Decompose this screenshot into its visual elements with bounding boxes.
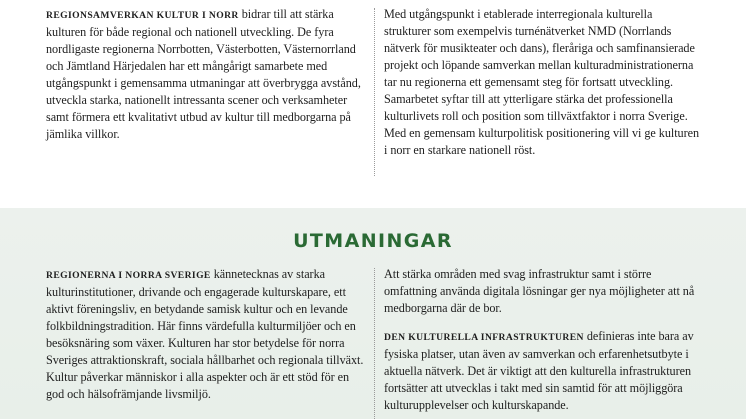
challenges-left-paragraph xyxy=(46,266,364,403)
intro-left-text: bidrar till att stärka kulturen för både regional och nationell utveckling. De fyra nordligaste regionerna Norrbotten, Västerbotten, Västernorrland och Jämtland Härjedalen har ett mångårigt samarbete med utgångspunkt i gemensamma utmaningar att överbrygga avstånd, utveckla starka, nationellt intressanta scener och verksamheter samt förmera ett kvalitativt utbud av kultur till medborgarna på jämlika villkor. xyxy=(46,7,361,141)
intro-right-paragraph: Med utgångspunkt i etablerade interregionala kulturella strukturer som exempelvis turnénätverket NMD (Norrlands nätverk för musikteater och dans), fleråriga och samfinansierade projekt och löpande samverkan mellan kulturadministrationerna tar nu regionerna ett gemensamt steg för fortsatt utveckling. Samarbetet syftar till att ytterligare stärka det professionella kulturlivets roll och position som tillväxtfaktor i norra Sverige. Med en gemensam kulturpolitisk positionering vill vi ge kulturen i norr en starkare nationell röst. xyxy=(384,7,699,157)
challenges-section xyxy=(0,208,746,419)
challenges-right-lead: DEN KULTURELLA INFRASTRUKTUREN xyxy=(384,332,584,343)
intro-column-divider xyxy=(374,8,375,176)
intro-left-column xyxy=(46,6,364,143)
challenges-left-text: kännetecknas av starka kulturinstitutioner, drivande och engagerade kulturskapare, ett aktivt föreningsliv, en betydande samisk kultur och en levande folkbildningstradition. Här finns värdefulla kulturmiljöer och en besöksnäring som växer. Kulturen har stor betydelse för norra Sveriges attraktionskraft, sociala hållbarhet och regionala tillväxt. Kultur påverkar människor i alla aspekter och är ett stöd för en god och hälsofrämjande livsmiljö. xyxy=(46,267,364,401)
intro-section xyxy=(0,0,746,208)
challenges-left-lead: REGIONERNA I NORRA SVERIGE xyxy=(46,270,211,281)
challenges-right-column xyxy=(384,266,702,414)
challenges-right-paragraph-1: Att stärka områden med svag infrastruktur samt i större omfattning använda digitala lösningar ger nya möjligheter att nå medborgarna där de bor. xyxy=(384,267,695,315)
intro-left-paragraph xyxy=(46,6,364,143)
challenges-left-column xyxy=(46,266,364,403)
challenges-right-paragraph-2 xyxy=(384,328,702,414)
intro-right-column xyxy=(384,6,702,159)
challenges-right-text: definieras inte bara av fysiska platser, utan även av samverkan och erfarenhetsutbyte i aktuella nätverk. Det är viktigt att den kulturella infrastrukturen fortsätter att utvecklas i takt med sin samtid för att möjliggöra kulturupplevelser och kulturskapande. xyxy=(384,329,694,412)
challenges-heading: UTMANINGAR xyxy=(293,230,453,252)
challenges-column-divider xyxy=(374,268,375,419)
intro-left-lead: REGIONSAMVERKAN KULTUR I NORR xyxy=(46,10,239,21)
